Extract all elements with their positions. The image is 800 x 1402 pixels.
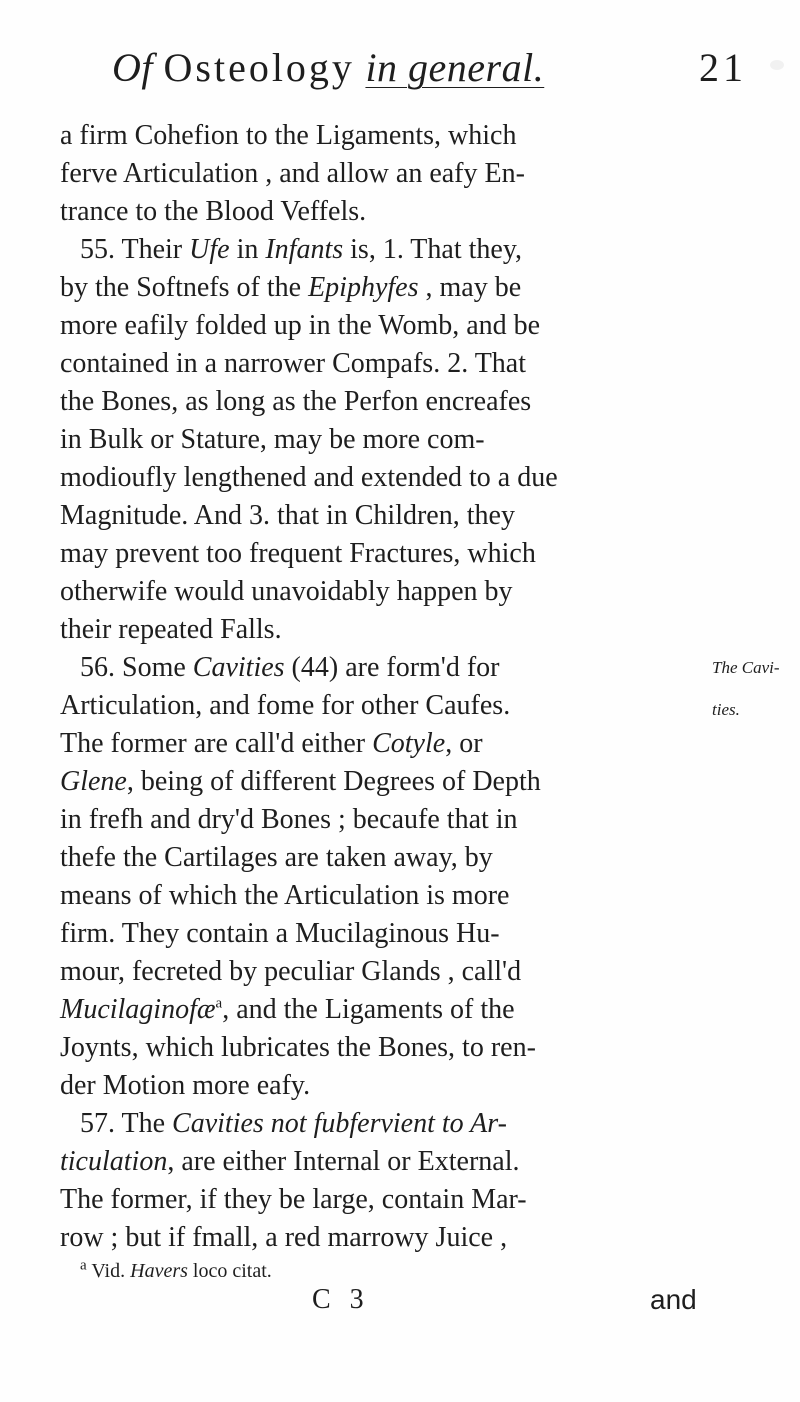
margin-note-cavities-2: ties. <box>712 700 740 719</box>
text-line-10: modioufly lengthened and extended to a due <box>60 462 558 493</box>
footnote-marker: a <box>80 1257 87 1274</box>
text-line-11: Magnitude. And 3. that in Children, they <box>60 500 515 531</box>
text-line-3: trance to the Blood Veffels. <box>60 196 367 227</box>
footnote-suffix: loco citat. <box>192 1260 272 1282</box>
text-line-22: firm. They contain a Mucilaginous Hu- <box>60 918 500 949</box>
italic-cotyle: Cotyle <box>372 728 446 759</box>
text-line-16: Articulation, and fome for other Caufes. <box>60 690 511 721</box>
running-head <box>112 44 544 91</box>
page-header <box>112 44 747 104</box>
text-line-30: row ; but if fmall, a red marrowy Juice , <box>60 1222 508 1253</box>
italic-mucilaginofae: Mucilaginofæ <box>60 994 216 1025</box>
text-line-5: by the Softnefs of the Epiphyfes , may be <box>60 272 522 303</box>
text-line-1: a firm Cohefion to the Ligaments, which <box>60 120 517 151</box>
text-line-24: Mucilaginofæ$^a$, and the Ligaments of the <box>60 994 515 1025</box>
italic-ufe: Ufe <box>189 234 230 265</box>
catchword: and <box>650 1284 697 1315</box>
running-head-of: Of <box>112 45 153 90</box>
footnote-author: Havers <box>130 1260 188 1282</box>
text-line-6: more eafily folded up in the Womb, and be <box>60 310 541 341</box>
running-head-main: Osteology <box>163 45 355 90</box>
italic-glene: Glene <box>60 766 127 797</box>
footnote-prefix: Vid. <box>91 1260 126 1282</box>
text-line-13: otherwife would unavoidably happen by <box>60 576 513 607</box>
text-line-8: the Bones, as long as the Perfon encreafes <box>60 386 532 417</box>
margin-note-cavities-1: The Cavi- <box>712 658 780 677</box>
text-line-21: means of which the Articulation is more <box>60 880 510 911</box>
text-line-29: The former, if they be large, contain Mar- <box>60 1184 527 1215</box>
text-line-23: mour, fecreted by peculiar Glands , call'd <box>60 956 522 987</box>
text-line-19: in frefh and dry'd Bones ; becaufe that in <box>60 804 518 835</box>
italic-epiphyfes: Epiphyfes <box>308 272 419 303</box>
text-line-12: may prevent too frequent Fractures, which <box>60 538 536 569</box>
text-line-4: 55. Their Ufe in Infants is, 1. That they, <box>80 234 523 265</box>
italic-cavities-not: Cavities not fubfervient to Ar- <box>172 1108 507 1139</box>
text-line-18: Glene, being of different Degrees of Depth <box>60 766 541 797</box>
text-line-9: in Bulk or Stature, may be more com- <box>60 424 485 455</box>
text-line-26: der Motion more eafy. <box>60 1070 311 1101</box>
text-line-17: The former are call'd either Cotyle, or <box>60 728 483 759</box>
text-line-14: their repeated Falls. <box>60 614 282 645</box>
text-line-27: 57. The Cavities not fubfervient to Ar- <box>80 1108 507 1139</box>
italic-cavities: Cavities <box>192 652 285 683</box>
text-line-15: 56. Some Cavities (44) are form'd for <box>80 652 500 683</box>
page-number: 21 <box>699 45 747 90</box>
paper-stain <box>770 60 784 70</box>
footnote-ref: a <box>215 995 223 1012</box>
signature-mark: C 3 <box>312 1284 370 1315</box>
text-line-28: ticulation, are either Internal or External. <box>60 1146 520 1177</box>
italic-ticulation: ticulation <box>60 1146 168 1177</box>
text-line-7: contained in a narrower Compafs. 2. That <box>60 348 527 379</box>
footnote <box>80 1257 272 1283</box>
text-line-2: ferve Articulation , and allow an eafy En- <box>60 158 525 189</box>
italic-infants: Infants <box>265 234 344 265</box>
text-line-25: Joynts, which lubricates the Bones, to ren- <box>60 1032 536 1063</box>
text-line-20: thefe the Cartilages are taken away, by <box>60 842 493 873</box>
running-head-tail: in general. <box>365 45 545 90</box>
